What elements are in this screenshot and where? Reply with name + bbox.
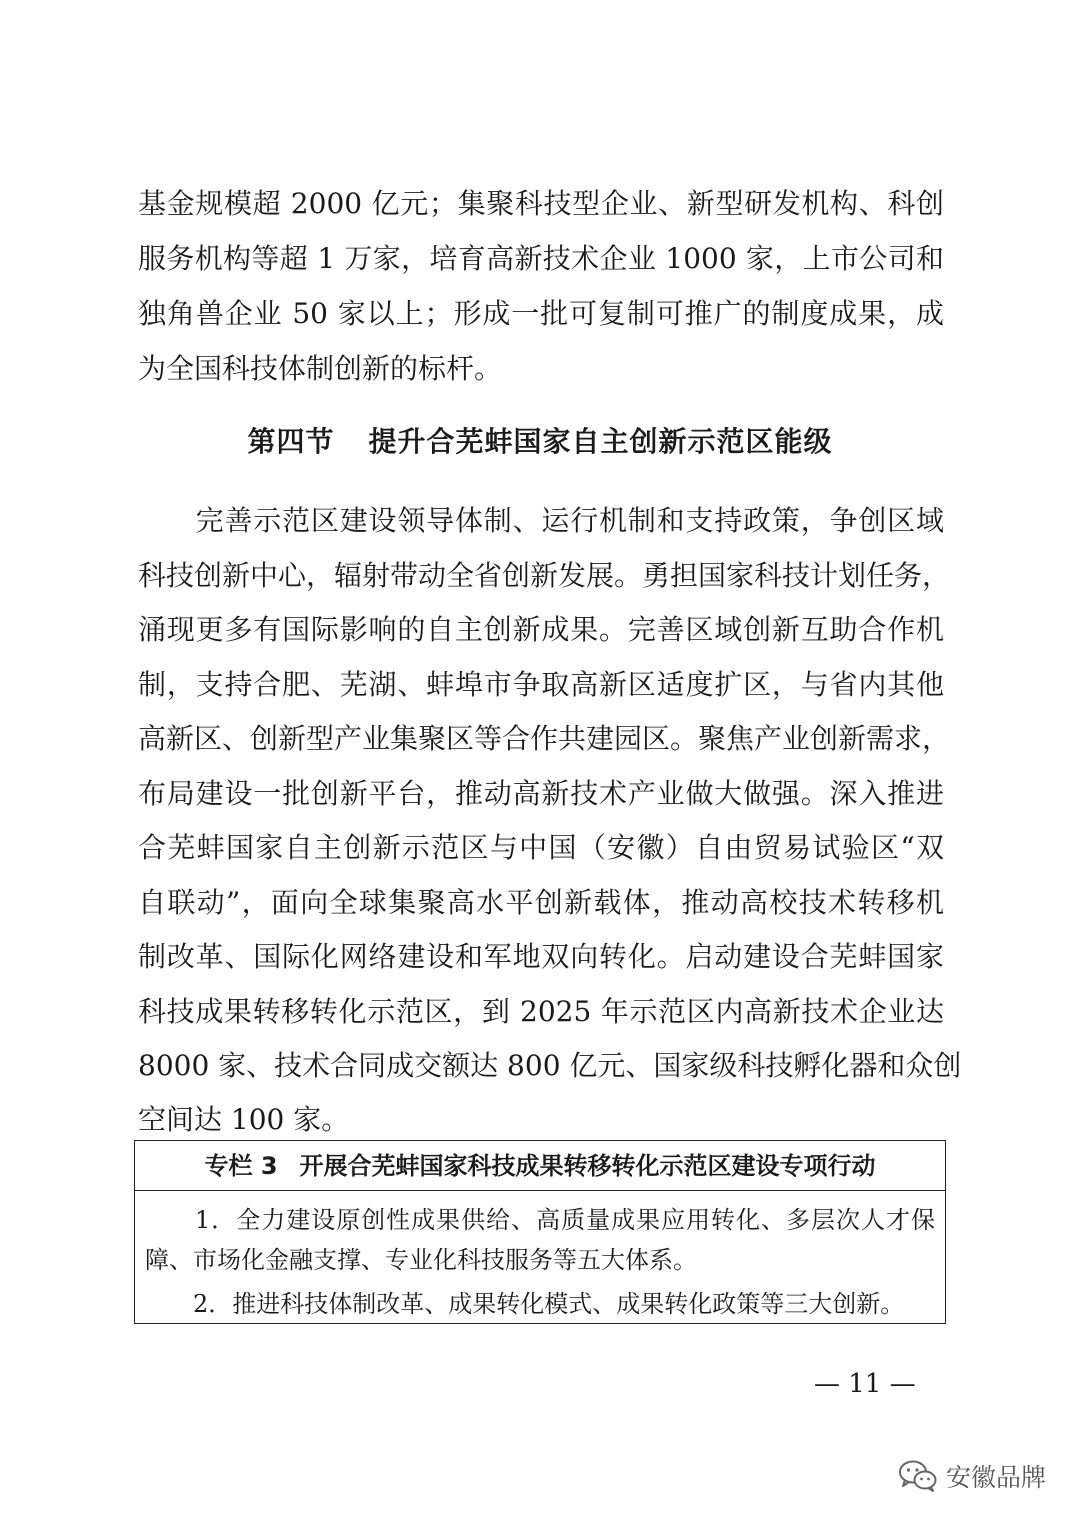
body-line: 布局建设一批创新平台，推动高新技术产业做大做强。深入推进 (138, 777, 944, 810)
body-line: 8000 家、技术合同成交额达 800 亿元、国家级科技孵化器和众创 (138, 1049, 962, 1082)
watermark (898, 1456, 1046, 1496)
wechat-icon (898, 1459, 938, 1493)
body-line: 独角兽企业 50 家以上；形成一批可复制可推广的制度成果，成 (138, 297, 944, 330)
body-line: 合芜蚌国家自主创新示范区与中国（安徽）自由贸易试验区“双 (138, 831, 944, 864)
page-number: — 11 — (814, 1369, 916, 1399)
body-line: 科技成果转移转化示范区，到 2025 年示范区内高新技术企业达 (138, 995, 944, 1028)
body-line: 制，支持合肥、芜湖、蚌埠市争取高新区适度扩区，与省内其他 (138, 668, 944, 701)
section-title: 提升合芜蚌国家自主创新示范区能级 (368, 425, 833, 458)
body-line: 科技创新中心，辐射带动全省创新发展。勇担国家科技计划任务， (138, 559, 951, 592)
body-line: 自联动”，面向全球集聚高水平创新载体，推动高校技术转移机 (138, 886, 944, 919)
column-box-label: 专栏 3 (204, 1152, 278, 1180)
column-box-title (135, 1141, 945, 1191)
body-line: 涌现更多有国际影响的自主创新成果。完善区域创新互助合作机 (138, 613, 944, 646)
column-box-heading: 开展合芜蚌国家科技成果转移转化示范区建设专项行动 (299, 1152, 876, 1180)
body-line: 基金规模超 2000 亿元；集聚科技型企业、新型研发机构、科创 (138, 187, 944, 220)
column-box (134, 1140, 946, 1324)
body-line: 制改革、国际化网络建设和军地双向转化。启动建设合芜蚌国家 (138, 940, 944, 973)
column-box-line: 障、市场化金融支撑、专业化科技服务等五大体系。 (145, 1246, 697, 1274)
section-number: 第四节 (247, 425, 335, 458)
body-line: 高新区、创新型产业集聚区等合作共建园区。聚焦产业创新需求， (138, 722, 951, 755)
watermark-text: 安徽品牌 (946, 1463, 1047, 1492)
body-line: 服务机构等超 1 万家，培育高新技术企业 1000 家，上市公司和 (138, 242, 944, 275)
section-heading (0, 424, 1080, 460)
body-line: 完善示范区建设领导体制、运行机制和支持政策，争创区域 (138, 504, 944, 537)
body-line: 为全国科技体制创新的标杆。 (138, 352, 503, 385)
body-line: 空间达 100 家。 (138, 1103, 350, 1136)
column-box-line: 2．推进科技体制改革、成果转化模式、成果转化政策等三大创新。 (145, 1290, 905, 1318)
column-box-line: 1．全力建设原创性成果供给、高质量成果应用转化、多层次人才保 (145, 1206, 935, 1234)
